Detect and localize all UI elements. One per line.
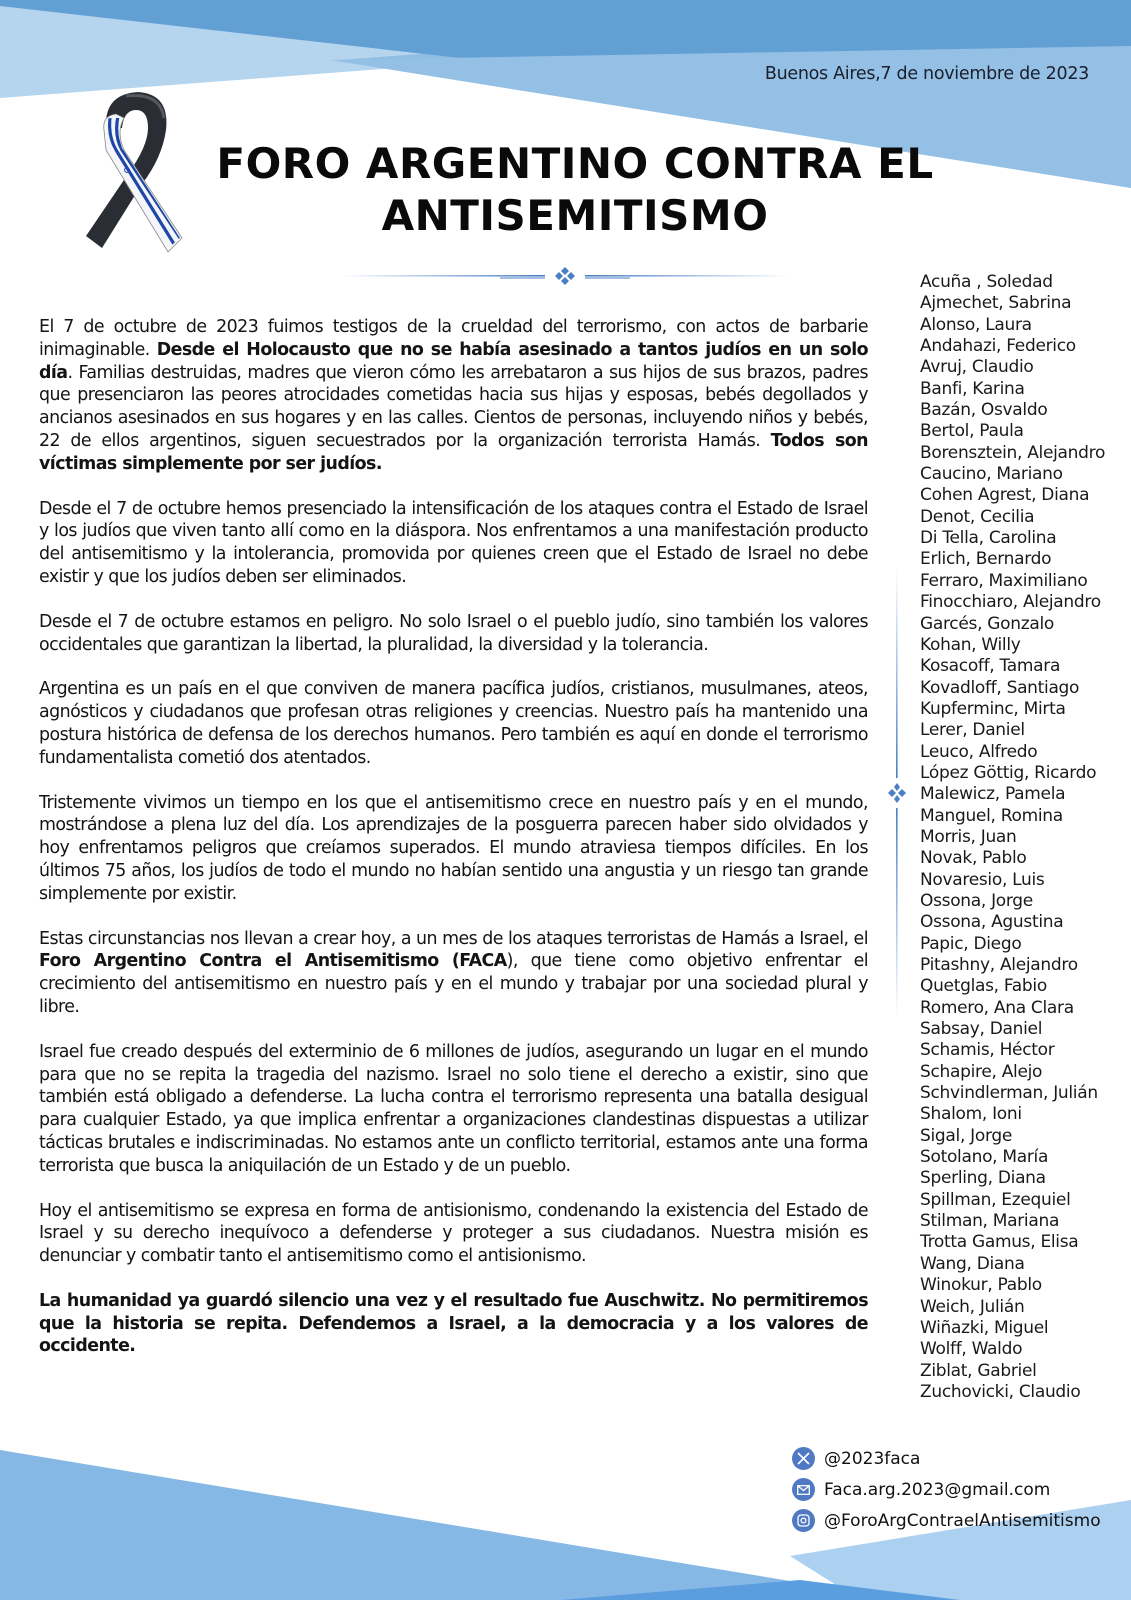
paragraph-4: Argentina es un país en el que conviven de manera pacífica judíos, cristianos, musulmanes, ateos, agnósticos y ciudadanos que profesan otras religiones y creencias. Nuestro país ha mantenido una postura histórica de defensa de los derechos humanos. Pero también es aquí en donde el terrorismo fundamentalista cometió dos atentados. [39,679,868,768]
signatory-name: Ossona, Agustina [920,912,1064,933]
signatory-name: Wang, Diana [920,1253,1025,1274]
email-address: Faca.arg.2023@gmail.com [824,1479,1051,1500]
signatory-name: Wiñazki, Miguel [920,1317,1049,1338]
signatory-name: Finocchiaro, Alejandro [920,592,1101,613]
signatory-name: Papic, Diego [920,933,1022,954]
signatory-name: Shalom, Ioni [920,1104,1022,1125]
signatory-name: Acuña , Soledad [920,272,1053,292]
contact-twitter[interactable] [792,1443,1101,1474]
letter-date: Buenos Aires,7 de noviembre de 2023 [764,64,1089,84]
paragraph-2: Desde el 7 de octubre hemos presenciado la intensificación de los ataques contra el Estado de Israel y los judíos que viven tanto allí como en la diáspora. Nos enfrentamos a una manifestación producto del antisemitismo y la intolerancia, promovida por quienes creen que el Estado de Israel no debe existir y que los judíos deben ser eliminados. [39,498,868,587]
ornamental-divider [340,266,790,286]
signatory-name: Ziblat, Gabriel [920,1360,1037,1381]
signatory-name: Wolff, Waldo [920,1339,1023,1360]
paragraph-8: Hoy el antisemitismo se expresa en forma de antisionismo, condenando la existencia del Estado de Israel y su derecho inequívoco a defenderse y proteger a sus ciudadanos. Nuestra misión es denunciar y combatir tanto el antisemitismo como el antisionismo. [39,1200,868,1267]
paragraph-1: El 7 de octubre de 2023 fuimos testigos de la crueldad del terrorismo, con actos de barbarie inimaginable. Desde el Holocausto que no se había asesinado a tantos judíos en un solo día. Familias destruidas, madres que vieron cómo les arrebataron a sus hijos de sus brazos, padres que presenciaron las peores atrocidades cometidas hacia sus hijas y esposas, bebés degollados y ancianos asesinados en sus hogares y en las calles. Cientos de personas, incluyendo niños y bebés, 22 de ellos argentinos, siguen secuestrados por la organización terrorista Hamás. Todos son víctimas simplemente por ser judíos. [39,317,869,474]
signatory-name: Kupferminc, Mirta [920,698,1066,719]
signatory-name: Garcés, Gonzalo [920,613,1054,634]
paragraph-6: Estas circunstancias nos llevan a crear hoy, a un mes de los ataques terroristas de Hamás a Israel, el Foro Argentino Contra el Antisemitismo (FACA), que tiene como objetivo enfrentar el crecimiento del antisemitismo en nuestro país y en el mundo y trabajar por una sociedad plural y libre. [39,928,868,1017]
emphasis-faca: Foro Argentino Contra el Antisemitismo (FACA [39,951,507,972]
signatory-name: Erlich, Bernardo [920,549,1052,570]
contact-info [792,1443,1101,1536]
signatory-name: Quetglas, Fabio [920,976,1047,997]
letter-body [39,316,868,1380]
signatory-name: Manguel, Romina [920,805,1063,826]
signatory-name: Romero, Ana Clara [920,997,1074,1018]
paragraph-3: Desde el 7 de octubre estamos en peligro. No solo Israel o el pueblo judío, sino también los valores occidentales que garantizan la libertad, la pluralidad, la diversidad y la tolerancia. [39,611,868,655]
signatory-name: Schapire, Alejo [920,1061,1043,1082]
signatory-name: Kosacoff, Tamara [920,656,1061,677]
fleur-ornament-icon [555,267,575,285]
signatory-name: Winokur, Pablo [920,1275,1042,1296]
signatory-name: Sigal, Jorge [920,1125,1013,1146]
signatory-name: Andahazi, Federico [920,336,1076,357]
signatory-name: Borensztein, Alejandro [920,442,1106,463]
signatory-name: Alonso, Laura [920,314,1032,335]
contact-email[interactable] [792,1474,1101,1505]
signatory-name: Stilman, Mariana [920,1211,1060,1232]
signatory-name: Cohen Agrest, Diana [920,485,1090,506]
instagram-icon [792,1509,815,1532]
closing-statement: La humanidad ya guardó silencio una vez y el resultado fue Auschwitz. No permitiremos que la historia se repita. Defendemos a Israel, a la democracia y a los valores de occidente. [39,1290,868,1357]
signatory-name: Spillman, Ezequiel [920,1189,1071,1210]
paragraph-7: Israel fue creado después del exterminio de 6 millones de judíos, asegurando un lugar en el mundo para que no se repita la tragedia del nazismo. Israel no solo tiene el derecho a existir, sino que también está obligado a defenderse. La lucha contra el terrorismo representa una batalla desigual para cualquier Estado, ya que implica enfrentar a organizaciones clandestinas dispuestas a utilizar tácticas brutales e indiscriminadas. No estamos ante un conflicto territorial, estamos ante una forma terrorista que busca la aniquilación de un Estado y de un pueblo. [39,1041,868,1176]
signatory-name: Bazán, Osvaldo [920,400,1048,421]
signatory-name: Kohan, Willy [920,634,1021,655]
signatory-name: Pitashny, Alejandro [920,955,1078,975]
signatory-name: Sotolano, María [920,1147,1049,1168]
twitter-handle: @2023faca [824,1448,921,1469]
signatory-name: Weich, Julián [920,1296,1025,1317]
title-line-1: FORO ARGENTINO CONTRA EL [216,139,934,188]
signatory-name: Di Tella, Carolina [920,528,1057,549]
signatory-name: Schvindlerman, Julián [920,1083,1098,1104]
awareness-ribbon-icon [82,88,188,256]
signatory-name: Kovadloff, Santiago [920,677,1080,698]
signatory-name: Caucino, Mariano [920,464,1063,485]
signatory-name: Zuchovicki, Claudio [920,1381,1081,1402]
signatory-name: Sabsay, Daniel [920,1019,1043,1040]
signatory-name: Avruj, Claudio [920,357,1034,378]
signatory-name: Novaresio, Luis [920,869,1045,890]
signatory-name: Ossona, Jorge [920,890,1033,911]
signatory-name: Malewicz, Pamela [920,784,1066,805]
emphasis-holocausto: Desde el Holocausto que no se había asesinado a tantos judíos en un solo día [39,339,869,383]
vertical-ornament-divider [887,568,907,1018]
paragraph-5: Tristemente vivimos un tiempo en los que el antisemitismo crece en nuestro país y en el mundo, mostrándose a plena luz del día. Los aprendizajes de la posguerra parecen haber sido olvidados y hoy enfrentamos peligros que creíamos superados. El mundo atraviesa tiempos difíciles. En los últimos 75 años, los judíos de todo el mundo no habían sentido una angustia y un riesgo tan grande simplemente por existir. [39,792,868,904]
signatory-name: Lerer, Daniel [920,720,1025,741]
signatory-name: Bertol, Paula [920,421,1024,442]
title-line-2: ANTISEMITISMO [381,191,769,240]
signatory-name: Ferraro, Maximiliano [920,570,1088,591]
signatories-list [920,272,1105,1403]
fleur-ornament-icon [888,783,906,803]
contact-instagram[interactable] [792,1505,1101,1536]
emphasis-victimas: Todos son víctimas simplemente por ser judíos. [39,430,869,474]
signatory-name: Morris, Juan [920,826,1017,847]
mail-icon [792,1478,815,1501]
signatory-name: Sperling, Diana [920,1168,1046,1189]
signatory-name: López Göttig, Ricardo [920,762,1097,783]
instagram-handle: @ForoArgContraelAntisemitismo [824,1510,1101,1531]
x-twitter-icon [792,1447,815,1470]
page-title [190,138,960,242]
signatory-name: Leuco, Alfredo [920,741,1038,762]
signatory-name: Trotta Gamus, Elisa [920,1232,1079,1253]
signatory-name: Ajmechet, Sabrina [920,293,1072,314]
signatory-name: Denot, Cecilia [920,506,1035,527]
signatory-name: Schamis, Héctor [920,1040,1055,1061]
signatory-name: Banfi, Karina [920,378,1025,399]
signatory-name: Novak, Pablo [920,848,1027,869]
